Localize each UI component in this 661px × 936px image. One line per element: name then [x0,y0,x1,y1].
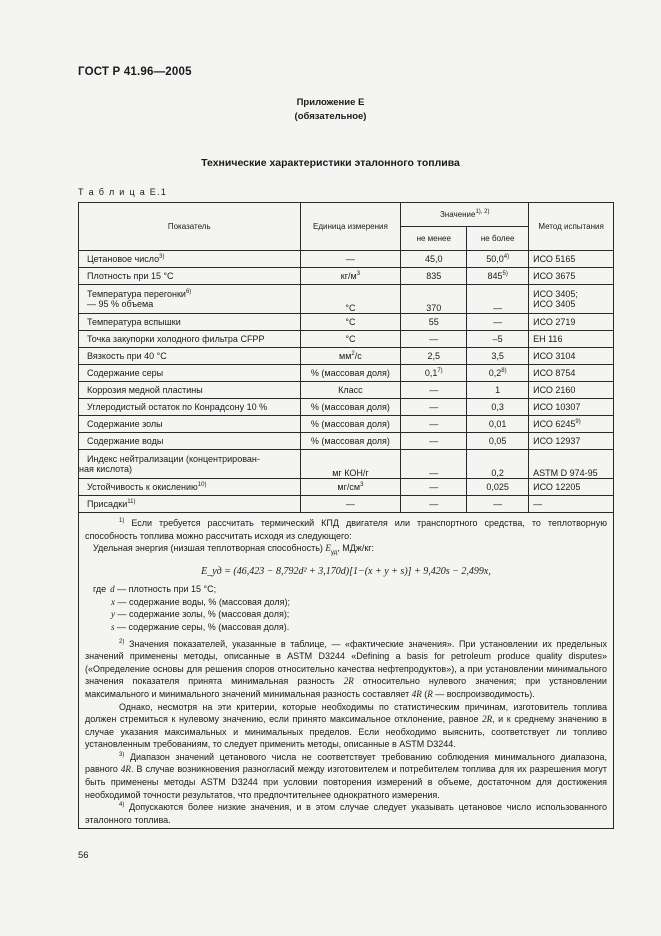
cell-min [401,314,467,331]
table-row [79,450,614,479]
cell-parameter [79,268,301,285]
cell-parameter [79,331,301,348]
variable-symbol: s [111,621,115,632]
variable-row [93,621,607,634]
method-text: ИСО 12937 [533,436,581,446]
heating-value-formula: E_уд = (46,423 − 8,792d² + 3,170d)[1−(x + y + s)] + 9,420s − 2,499x, [201,565,491,577]
cell-unit [300,285,401,314]
max-value: 0,2 [488,368,502,378]
cell-method [529,268,614,285]
note-3-text-b: . В случае возникновения разногласий между изготовителем и потребителем топлива для их разрешения могут быть применены методы ASTM D3244 при условии повторения измерений в объеме, достаточном для достижения необходимой точности результатов, что предпочтительнее однократного измерения. [85,764,607,800]
note-1 [85,517,607,542]
energy-line [85,542,607,559]
page-number: 56 [78,850,89,861]
table-row [79,251,614,268]
table-row [79,365,614,382]
min-value: — [429,402,439,412]
unit-text: мм [339,351,352,361]
method-note: 9) [575,419,581,425]
cell-min [401,382,467,399]
cell-max [467,399,529,416]
cell-method [529,399,614,416]
cell-parameter [79,382,301,399]
cell-min [401,251,467,268]
max-value: 1 [495,385,501,395]
cell-max [467,331,529,348]
cell-unit [300,331,401,348]
cell-parameter [79,348,301,365]
note-4 [85,801,607,826]
parameter-text: Коррозия медной пластины [87,385,203,395]
cell-parameter [79,285,301,314]
max-value: 0,025 [486,482,509,492]
min-note: 7) [437,368,443,374]
variable-row [93,583,607,596]
unit-text: °С [345,334,356,344]
max-value: — [493,499,503,509]
min-value: 45,0 [425,254,443,264]
cell-unit [300,496,401,513]
variable-description: — содержание воды, % (массовая доля); [117,596,290,607]
parameter-text: Вязкость при 40 °С [87,351,167,361]
cell-max [467,382,529,399]
variable-symbol: x [111,596,115,607]
cell-parameter [79,479,301,496]
table-caption: Т а б л и ц а Е.1 [78,187,168,197]
cell-unit [300,365,401,382]
cell-unit [300,450,401,479]
note-3-mark: 3) [119,751,125,758]
table-row [79,433,614,450]
min-value: 55 [428,317,439,327]
max-value: 50,0 [486,254,504,264]
cell-method [529,382,614,399]
variable-description: — содержание серы, % (массовая доля). [117,621,290,632]
min-value: 2,5 [427,351,441,361]
table-row [79,268,614,285]
cell-max [467,268,529,285]
note-2-text-c: — воспроизводимость). [435,688,535,699]
parameter-note: 10) [197,482,207,488]
method-text: ИСО 10307 [533,402,581,412]
cell-method [529,496,614,513]
parameter-text: Содержание золы [87,419,163,429]
min-value: 370 [426,303,442,313]
energy-label: Удельная энергия (низшая теплотворная способность) [93,543,323,554]
min-value: — [429,482,439,492]
cell-max [467,450,529,479]
cell-unit [300,348,401,365]
cell-max [467,433,529,450]
parameter-text: Температура вспышки [87,317,181,327]
cell-parameter [79,433,301,450]
method-text: ИСО 8754 [533,368,576,378]
appendix-status: (обязательное) [294,111,367,122]
min-value: — [429,436,439,446]
method-text-2: ИСО 3405 [533,299,576,309]
note-2-p2 [85,701,607,751]
cell-min [401,416,467,433]
cell-min [401,479,467,496]
unit-note: 3 [356,271,361,277]
cell-max [467,479,529,496]
cell-max [467,348,529,365]
where-label: где [93,584,107,595]
unit-note: 3 [360,482,364,488]
cell-method [529,251,614,268]
variable-description: — содержание золы, % (массовая доля); [117,609,290,620]
max-value: 0,2 [491,468,504,478]
cell-min [401,365,467,382]
cell-unit [300,314,401,331]
sym-4r: 4R [411,688,422,699]
note-2-text-b: относительно нулевого значения; при установлении максимального и минимального значений минимальная разность составляет [85,676,607,699]
cell-unit [300,268,401,285]
cell-unit [300,416,401,433]
cell-min [401,399,467,416]
cell-unit [300,382,401,399]
energy-symbol: E [325,543,331,554]
max-value: –5 [492,334,503,344]
table-row [79,416,614,433]
note-4-text: Допускаются более низкие значения, и в этом случае следует указывать цетановое число использованного эталонного топлива. [85,802,607,825]
sym-2r: 2R [343,676,354,687]
note-3 [85,751,607,801]
unit-text: °С [345,317,356,327]
method-text: ИСО 12205 [533,482,581,492]
header-value [401,203,529,227]
appendix-heading [0,96,661,124]
parameter-text: Содержание серы [87,368,164,378]
cell-method [529,416,614,433]
sym-4r-b: 4R [120,764,131,775]
cell-unit [300,399,401,416]
max-value: 0,01 [488,419,507,429]
method-text: ASTM D 974-95 [533,468,598,478]
unit-note: 2 [351,351,355,357]
cell-unit [300,433,401,450]
table-row [79,285,614,314]
header-value-label: Значение [439,210,476,219]
cell-max [467,416,529,433]
max-value: — [493,303,503,313]
method-text: ИСО 3675 [533,271,576,281]
cell-max [467,496,529,513]
unit-text: мг КОН/г [332,468,369,478]
unit-text: % (массовая доля) [310,419,390,429]
max-value: 3,5 [491,351,504,361]
cell-method [529,314,614,331]
variable-symbol: y [111,609,115,620]
method-text: — [533,499,543,509]
table-row [79,399,614,416]
table-body [79,251,614,513]
appendix-title: Приложение Е [296,97,365,108]
max-value: — [493,317,503,327]
cell-parameter [79,365,301,382]
cell-max [467,365,529,382]
cell-parameter [79,314,301,331]
energy-unit: , МДж/кг: [337,543,375,554]
parameter-text: Плотность при 15 °С [87,271,174,281]
variable-row [93,608,607,621]
max-note: 5) [502,271,508,277]
cell-min [401,285,467,314]
method-text: ИСО 3405; [533,289,578,299]
method-text: ИСО 3104 [533,351,576,361]
table-row [79,348,614,365]
parameter-text: Точка закупорки холодного фильтра CFPP [87,334,265,344]
note-3-text-a: Диапазон значений цетанового числа не соответствует требованию соблюдения минимального диапазона, равного [85,751,607,775]
variable-symbol: d [110,584,115,595]
header-max: не более [467,227,529,251]
min-value: — [429,499,439,509]
header-unit: Единица измерения [300,203,401,251]
cell-parameter [79,496,301,513]
method-text: ЕН 116 [533,334,563,344]
cell-method [529,348,614,365]
variable-row [93,596,607,609]
cell-min [401,433,467,450]
method-text: ИСО 2719 [533,317,576,327]
table-row [79,479,614,496]
cell-min [401,268,467,285]
cell-max [467,251,529,268]
header-method: Метод испытания [529,203,614,251]
parameter-note: 11) [127,499,136,505]
cell-method [529,433,614,450]
note-1-mark: 1) [119,518,125,524]
header-min: не менее [401,227,467,251]
table-row [79,331,614,348]
parameter-text: Индекс нейтрализации (концентрирован- [87,454,260,464]
sym-r: R [427,688,433,699]
cell-method [529,479,614,496]
cell-method [529,450,614,479]
unit-text: Класс [338,385,363,395]
note-2-p1: $^{2)}$ Значения показателей, указанные в таблице, — «фактические значения». При установлении их предельных значений применены методы, описанные в ASTM D3244 «Defining a basis for petroleum produce quality disputes» («Определение основы для решения споров относительно качества нефтепродуктов»), а при установлении минимального значения показателя принята минимальная разность 2R относительно нулевого значения; при установлении максимального и минимального значений минимальная разность составляет 4R (R — воспроизводимость). [85,638,607,699]
cell-max [467,285,529,314]
parameter-text: Углеродистый остаток по Конрадсону 10 % [87,402,268,412]
cell-parameter [79,450,301,479]
energy-sub: уд [330,549,338,556]
unit-suffix: /с [354,351,362,361]
method-text: ИСО 5165 [533,254,576,264]
cell-min [401,331,467,348]
parameter-text-2: — 95 % объема [87,299,154,309]
note-1-text: Если требуется рассчитать термический КПД двигателя или транспортного средства, то теплотворную способность топлива можно рассчитать исходя из следующего: [85,518,607,541]
unit-text: кг/м [340,271,357,281]
cell-method [529,331,614,348]
cell-unit [300,479,401,496]
method-text: ИСО 6245 [533,419,576,429]
unit-text: °С [345,303,356,313]
min-value: 0,1 [424,368,438,378]
variable-description: — плотность при 15 °С; [117,584,217,595]
cell-max [467,314,529,331]
note-4-mark: 4) [119,802,125,809]
max-value: 0,05 [488,436,507,446]
table-row [79,496,614,513]
parameter-text: Содержание воды [87,436,164,446]
cell-parameter [79,251,301,268]
parameter-text: Устойчивость к окислению [87,482,198,492]
table-row [79,382,614,399]
table-notes [79,513,614,829]
cell-parameter [79,399,301,416]
unit-text: % (массовая доля) [310,368,390,378]
unit-text: — [345,499,355,509]
parameter-text: Цетановое число [87,254,160,264]
parameter-text: Температура перегонки [87,289,186,299]
min-value: — [429,334,439,344]
min-value: 835 [426,271,442,281]
section-title: Технические характеристики эталонного топлива [201,157,460,169]
cell-min [401,450,467,479]
note-2-text-a: Значения показателей, указанные в таблице, — «фактические значения». При установлении их предельных значений применены методы, описанные в ASTM D3244 «Defining a basis for petroleum produce quality disputes» («Определение основы для решения споров относительно качества нефтепродуктов»), а при установлении минимального значения показателя принята минимальная разность [85,638,607,687]
unit-text: — [345,254,355,264]
min-value: — [429,468,439,478]
header-parameter: Показатель [79,203,301,251]
cell-method [529,365,614,382]
note-2-p2-text-b: , и к среднему значению в случае указания максимальных и минимальных пределов. Если необходимо выяснить, соответствует ли топливо установленным требованиям, то следует применить методы, описанные в ASTM D3244. [85,714,607,750]
parameter-note: 6) [185,289,192,295]
unit-text: % (массовая доля) [310,436,390,446]
fuel-spec-table [78,202,614,829]
note-2-mark: 2) [119,638,125,645]
cell-unit [300,251,401,268]
header-value-note: 1), 2) [475,209,490,215]
max-value: 0,3 [491,402,504,412]
table-row [79,314,614,331]
cell-parameter [79,416,301,433]
cell-method [529,285,614,314]
method-text: ИСО 2160 [533,385,576,395]
variable-list [85,583,607,633]
max-note: 8) [501,368,507,374]
parameter-text: Присадки [87,499,128,509]
parameter-text-2: ная кислота) [79,464,132,474]
min-value: — [429,385,439,395]
min-value: — [429,419,439,429]
note-2-p2-text-a: Однако, несмотря на эти критерии, которые необходимы по статистическим причинам, изготовитель топлива должен стремиться к нулевому значению, если принято максимальное отклонение, равное [85,701,607,725]
document-header: ГОСТ Р 41.96—2005 [78,66,192,78]
sym-2r-b: 2R [482,714,493,725]
max-note: 4) [503,254,510,260]
unit-text: % (массовая доля) [310,402,390,412]
unit-text: мг/см [337,482,361,492]
max-value: 845 [487,271,503,281]
cell-min [401,496,467,513]
parameter-note: 3) [159,254,165,260]
cell-min [401,348,467,365]
